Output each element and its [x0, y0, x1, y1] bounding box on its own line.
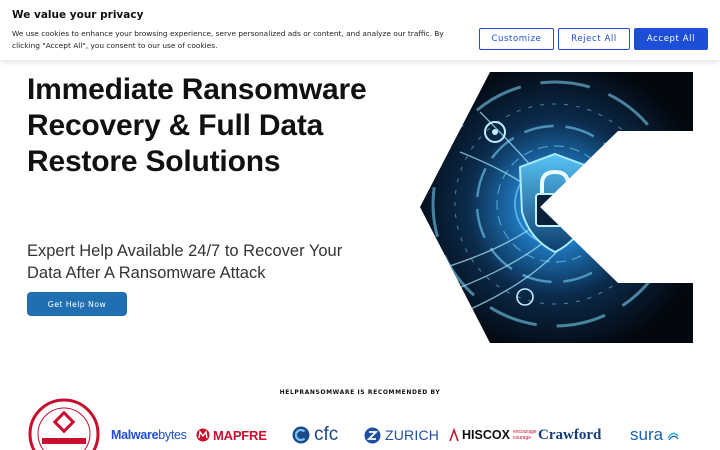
hiscox-logo [449, 420, 537, 450]
get-help-now-button[interactable]: Get Help Now [27, 292, 127, 316]
zurich-emblem-icon [364, 427, 381, 444]
cookie-title: We value your privacy [12, 9, 144, 21]
malwarebytes-light: bytes [158, 428, 187, 442]
customize-button[interactable]: Customize [479, 28, 554, 50]
empresa-registrada-seal-logo [28, 398, 100, 450]
sura-logo [630, 420, 680, 450]
reject-all-button[interactable]: Reject All [558, 28, 630, 50]
cookie-text: We use cookies to enhance your browsing experience, serve personalized ads or content, and analyze our traffic. By clicking "Accept All", you consent to our use of cookies. [12, 29, 444, 50]
cookie-banner [0, 0, 720, 60]
hiscox-text: HISCOX [462, 428, 510, 442]
mapfre-text: MAPFRE [213, 427, 267, 443]
sura-text: sura [630, 425, 664, 444]
sura-swirl-icon [666, 428, 680, 442]
malwarebytes-logo [111, 420, 187, 450]
recommended-heading: HELPRANSOMWARE IS RECOMMENDED BY [279, 389, 441, 396]
zurich-logo [364, 420, 439, 450]
hero-title: Immediate Ransomware Recovery & Full Data Restore Solutions [27, 73, 367, 178]
accept-all-button[interactable]: Accept All [634, 28, 708, 50]
hiscox-tag-2: courage [512, 435, 532, 441]
hero-subtitle: Expert Help Available 24/7 to Recover Your Data After A Ransomware Attack [27, 242, 343, 282]
crawford-text: Crawford [538, 426, 602, 443]
cfc-emblem-icon [292, 426, 310, 444]
hiscox-emblem-icon [449, 428, 459, 442]
cfc-logo [292, 420, 338, 450]
malwarebytes-bold: Malware [111, 428, 159, 442]
cfc-text: cfc [314, 424, 339, 445]
zurich-text: ZURICH [385, 427, 440, 443]
padlock-shield-cyber-icon [420, 72, 693, 343]
mapfre-emblem-icon [196, 428, 210, 442]
hiscox-tagline [513, 429, 537, 441]
mapfre-logo [196, 420, 267, 450]
hiscox-tag-1: encourage [512, 429, 537, 435]
crawford-logo [538, 420, 601, 450]
